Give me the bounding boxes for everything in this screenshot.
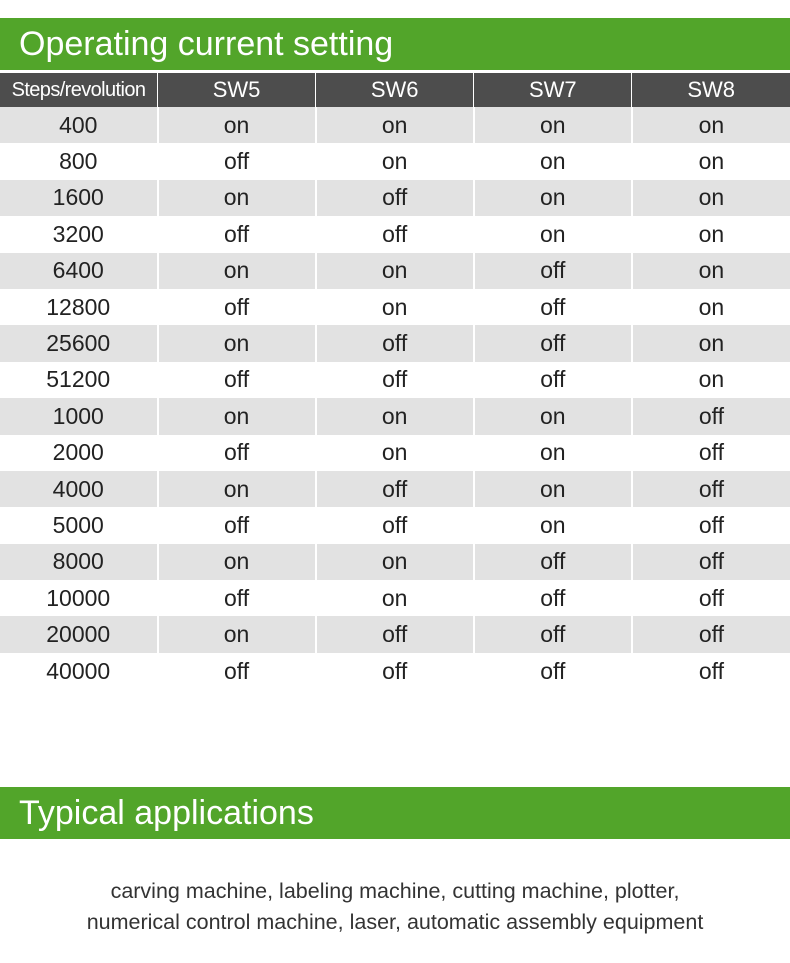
sw6-cell: off — [316, 507, 474, 543]
sw6-cell: off — [316, 653, 474, 689]
sw6-cell: off — [316, 325, 474, 361]
steps-cell: 3200 — [0, 216, 158, 252]
steps-cell: 10000 — [0, 580, 158, 616]
steps-cell: 1000 — [0, 398, 158, 434]
steps-cell: 8000 — [0, 544, 158, 580]
sw8-cell: on — [632, 289, 790, 325]
sw8-cell: on — [632, 143, 790, 179]
sw8-cell: off — [632, 616, 790, 652]
sw7-cell: off — [474, 253, 632, 289]
table-row — [0, 325, 790, 361]
sw5-cell: off — [158, 507, 316, 543]
table-row — [0, 362, 790, 398]
sw5-cell: on — [158, 398, 316, 434]
sw6-cell: on — [316, 107, 474, 143]
column-header-sw8: SW8 — [632, 73, 790, 107]
sw7-cell: on — [474, 471, 632, 507]
column-header-steps: Steps/revolution — [0, 73, 158, 107]
sw7-cell: off — [474, 362, 632, 398]
sw5-cell: off — [158, 216, 316, 252]
sw7-cell: on — [474, 216, 632, 252]
sw8-cell: off — [632, 653, 790, 689]
sw7-cell: off — [474, 289, 632, 325]
settings-table — [0, 73, 790, 689]
sw8-cell: on — [632, 362, 790, 398]
sw6-cell: on — [316, 435, 474, 471]
table-header-row — [0, 73, 790, 107]
column-header-sw6: SW6 — [316, 73, 474, 107]
sw6-cell: on — [316, 143, 474, 179]
steps-cell: 51200 — [0, 362, 158, 398]
table-row — [0, 544, 790, 580]
table-row — [0, 580, 790, 616]
sw8-cell: off — [632, 544, 790, 580]
column-header-sw5: SW5 — [158, 73, 316, 107]
sw8-cell: off — [632, 471, 790, 507]
sw8-cell: on — [632, 180, 790, 216]
sw8-cell: on — [632, 325, 790, 361]
sw5-cell: on — [158, 544, 316, 580]
sw7-cell: off — [474, 580, 632, 616]
steps-cell: 40000 — [0, 653, 158, 689]
sw5-cell: off — [158, 653, 316, 689]
sw5-cell: off — [158, 580, 316, 616]
table-row — [0, 289, 790, 325]
table-row — [0, 143, 790, 179]
steps-cell: 6400 — [0, 253, 158, 289]
table-row — [0, 653, 790, 689]
sw8-cell: off — [632, 580, 790, 616]
table-row — [0, 507, 790, 543]
steps-cell: 25600 — [0, 325, 158, 361]
operating-current-title: Operating current setting — [19, 24, 394, 63]
sw6-cell: on — [316, 544, 474, 580]
operating-current-banner — [0, 18, 790, 70]
sw5-cell: off — [158, 435, 316, 471]
table-row — [0, 253, 790, 289]
sw5-cell: on — [158, 471, 316, 507]
column-header-sw7: SW7 — [474, 73, 632, 107]
steps-cell: 5000 — [0, 507, 158, 543]
sw5-cell: on — [158, 107, 316, 143]
steps-cell: 400 — [0, 107, 158, 143]
sw8-cell: on — [632, 253, 790, 289]
sw6-cell: off — [316, 180, 474, 216]
applications-text — [0, 876, 790, 938]
applications-line: carving machine, labeling machine, cutting machine, plotter, — [110, 879, 680, 903]
table-row — [0, 216, 790, 252]
steps-cell: 1600 — [0, 180, 158, 216]
sw7-cell: on — [474, 143, 632, 179]
sw7-cell: off — [474, 544, 632, 580]
table-row — [0, 398, 790, 434]
sw8-cell: off — [632, 507, 790, 543]
sw6-cell: on — [316, 398, 474, 434]
applications-banner — [0, 787, 790, 839]
sw5-cell: off — [158, 143, 316, 179]
sw6-cell: on — [316, 580, 474, 616]
sw5-cell: on — [158, 325, 316, 361]
steps-cell: 20000 — [0, 616, 158, 652]
sw8-cell: off — [632, 435, 790, 471]
sw6-cell: off — [316, 362, 474, 398]
sw7-cell: on — [474, 398, 632, 434]
sw6-cell: on — [316, 289, 474, 325]
applications-title: Typical applications — [19, 793, 314, 832]
table-row — [0, 180, 790, 216]
sw6-cell: off — [316, 616, 474, 652]
sw5-cell: off — [158, 362, 316, 398]
applications-line: numerical control machine, laser, automatic assembly equipment — [86, 910, 704, 934]
sw7-cell: on — [474, 435, 632, 471]
sw5-cell: on — [158, 253, 316, 289]
steps-cell: 2000 — [0, 435, 158, 471]
sw8-cell: off — [632, 398, 790, 434]
sw8-cell: on — [632, 107, 790, 143]
table-row — [0, 107, 790, 143]
table-row — [0, 435, 790, 471]
table-row — [0, 616, 790, 652]
steps-cell: 4000 — [0, 471, 158, 507]
sw5-cell: on — [158, 616, 316, 652]
sw5-cell: on — [158, 180, 316, 216]
sw5-cell: off — [158, 289, 316, 325]
sw7-cell: on — [474, 507, 632, 543]
sw6-cell: off — [316, 471, 474, 507]
sw7-cell: on — [474, 180, 632, 216]
sw7-cell: off — [474, 325, 632, 361]
steps-cell: 800 — [0, 143, 158, 179]
sw6-cell: off — [316, 216, 474, 252]
sw7-cell: on — [474, 107, 632, 143]
sw7-cell: off — [474, 616, 632, 652]
sw7-cell: off — [474, 653, 632, 689]
steps-cell: 12800 — [0, 289, 158, 325]
table-body — [0, 107, 790, 689]
sw6-cell: on — [316, 253, 474, 289]
sw8-cell: on — [632, 216, 790, 252]
table-row — [0, 471, 790, 507]
